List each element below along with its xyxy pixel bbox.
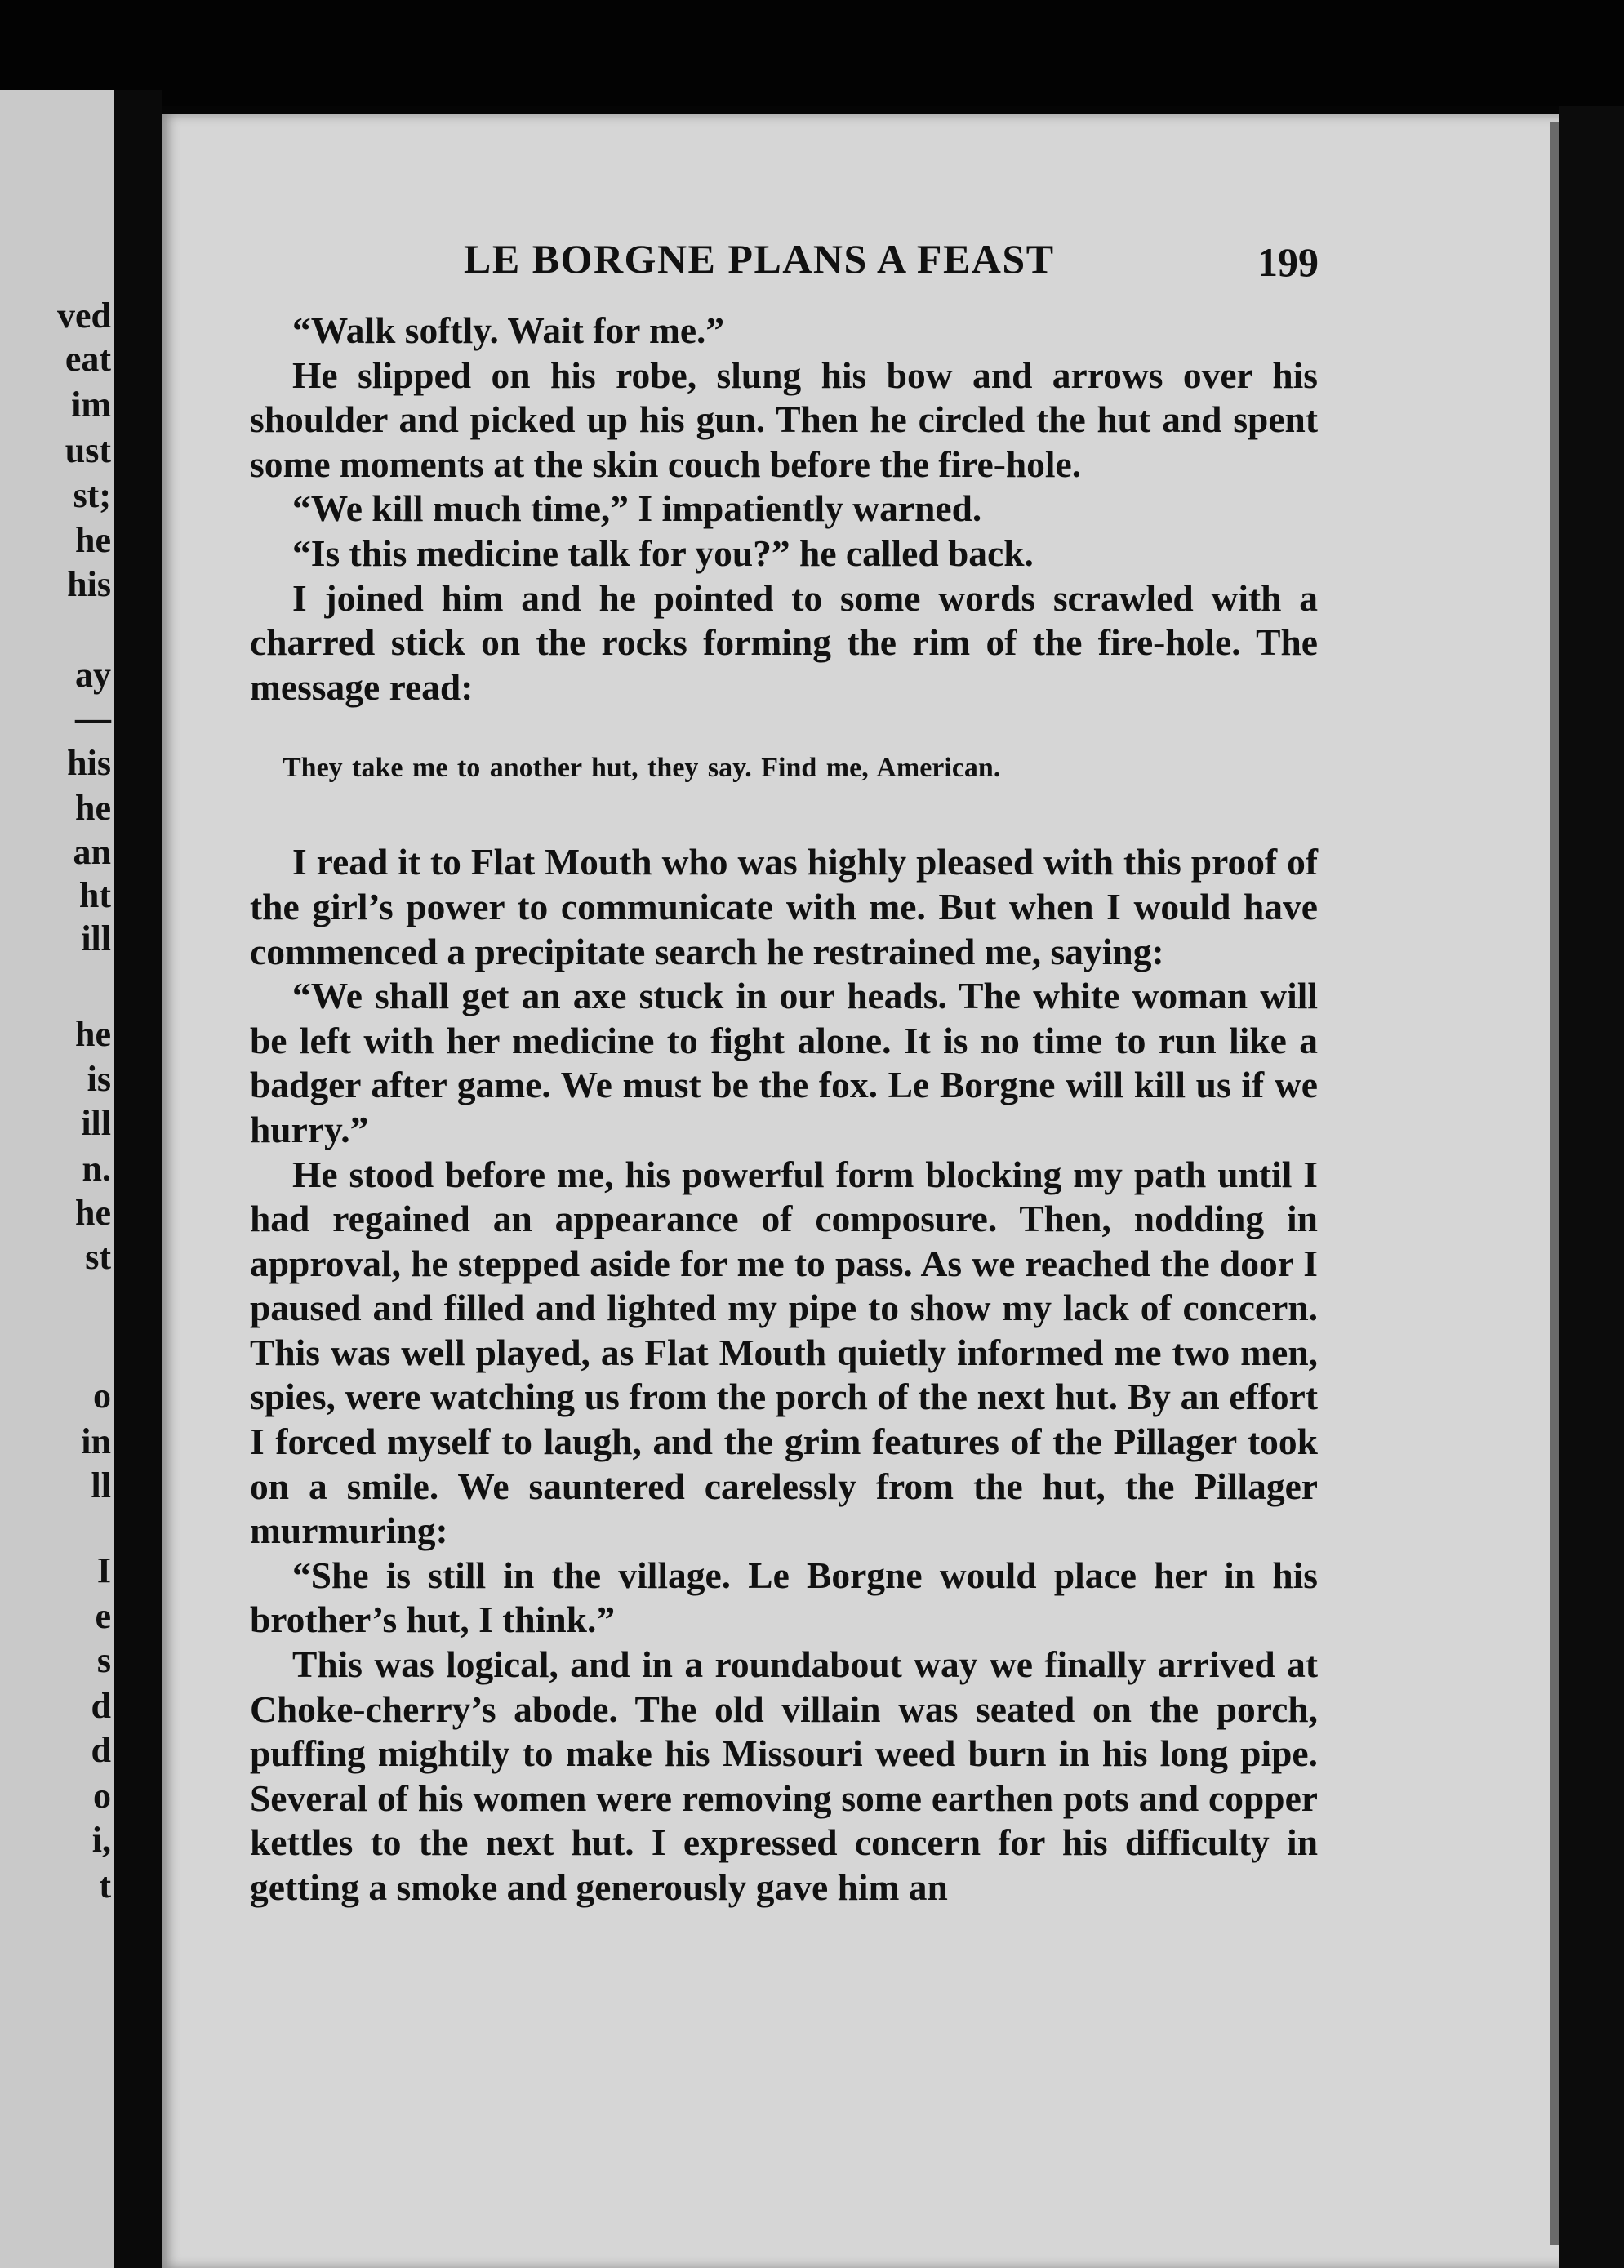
book-gutter: [114, 90, 162, 2268]
paragraph: He slipped on his robe, slung his bow and arrows over his shoulder and picked up his gun. Then he circled the hut and spent some moments at the skin couch before the fire-hole.: [250, 354, 1318, 485]
scrawled-message: They take me to another hut, they say. Find me, American.: [283, 753, 1001, 784]
fragment: ll: [91, 1465, 111, 1505]
page-edge-strip: [1550, 122, 1559, 2245]
fragment: d: [91, 1730, 111, 1770]
paragraph: This was logical, and in a roundabout way we finally arrived at Choke-cherry’s abode. The old villain was seated on the porch, puffing mightily to make his Missouri weed burn in his long pipe. Several of his women were removing some earthen pots and copper kettles to the next hut. I expressed concern for his difficulty in getting a smoke and generously gave him an: [250, 1643, 1318, 1908]
fragment: ht: [78, 875, 111, 915]
paragraph: I joined him and he pointed to some words scrawled with a charred stick on the rocks forming the rim of the fire-hole. The message read:: [250, 576, 1318, 708]
paragraph: “We kill much time,” I impatiently warned.: [292, 487, 982, 530]
paragraph: I read it to Flat Mouth who was highly pleased with this proof of the girl’s power to communicate with me. But when I would have commenced a precipitate search he restrained me, saying:: [250, 841, 1318, 972]
page-number: 199: [1257, 239, 1319, 285]
paragraph: He stood before me, his powerful form blocking my path until I had regained an appearance of composure. Then, nodding in approval, he stepped aside for me to pass. As we reached the door I paused and filled and lighted my pipe to show my lack of concern. This was well played, as Flat Mouth quietly informed me two men, spies, were watching us from the porch of the next hut. By an effort I forced myself to laugh, and the grim features of the Pillager took on a smile. We sauntered carelessly from the hut, the Pillager murmuring:: [250, 1153, 1318, 1552]
top-dark-area: [0, 0, 1624, 106]
fragment: I: [96, 1550, 111, 1590]
fragment: his: [67, 743, 111, 783]
fragment: is: [87, 1059, 111, 1099]
fragment: n.: [82, 1149, 111, 1189]
fragment: d: [91, 1686, 111, 1726]
fragment: t: [99, 1866, 111, 1906]
fragment: an: [73, 832, 111, 872]
fragment: he: [75, 788, 111, 828]
page-header: [0, 235, 1624, 284]
fragment: ved: [57, 296, 111, 336]
fragment: st: [85, 1237, 111, 1277]
fragment: he: [75, 520, 111, 560]
left-page-fragments: [0, 0, 114, 2268]
fragment: ust: [65, 430, 111, 470]
paragraph: “We shall get an axe stuck in our heads. The white woman will be left with her medicine to fight alone. It is no time to run like a badger after game. We must be the fox. Le Borgne will kill us if we hurry.”: [250, 975, 1318, 1150]
paragraph: “She is still in the village. Le Borgne would place her in his brother’s hut, I think.”: [250, 1554, 1318, 1641]
paragraph: “Is this medicine talk for you?” he called back.: [292, 531, 1034, 574]
fragment: im: [71, 385, 111, 425]
fragment: o: [93, 1776, 111, 1816]
fragment: in: [81, 1421, 111, 1461]
fragment: e: [95, 1596, 111, 1636]
body-text: [250, 309, 1318, 1910]
fragment: —: [75, 698, 111, 738]
right-dark-edge: [1559, 106, 1624, 2268]
fragment: ill: [81, 1103, 111, 1143]
fragment: ay: [75, 655, 111, 695]
fragment: ill: [81, 918, 111, 958]
fragment: his: [67, 564, 111, 604]
fragment: he: [75, 1014, 111, 1054]
fragment: he: [75, 1193, 111, 1233]
fragment: st;: [73, 475, 111, 515]
paragraph: “Walk softly. Wait for me.”: [292, 309, 725, 351]
fragment: i,: [91, 1820, 111, 1860]
running-head: LE BORGNE PLANS A FEAST: [464, 236, 1055, 282]
fragment: o: [93, 1376, 111, 1416]
fragment: s: [96, 1640, 111, 1680]
fragment: eat: [65, 339, 111, 379]
